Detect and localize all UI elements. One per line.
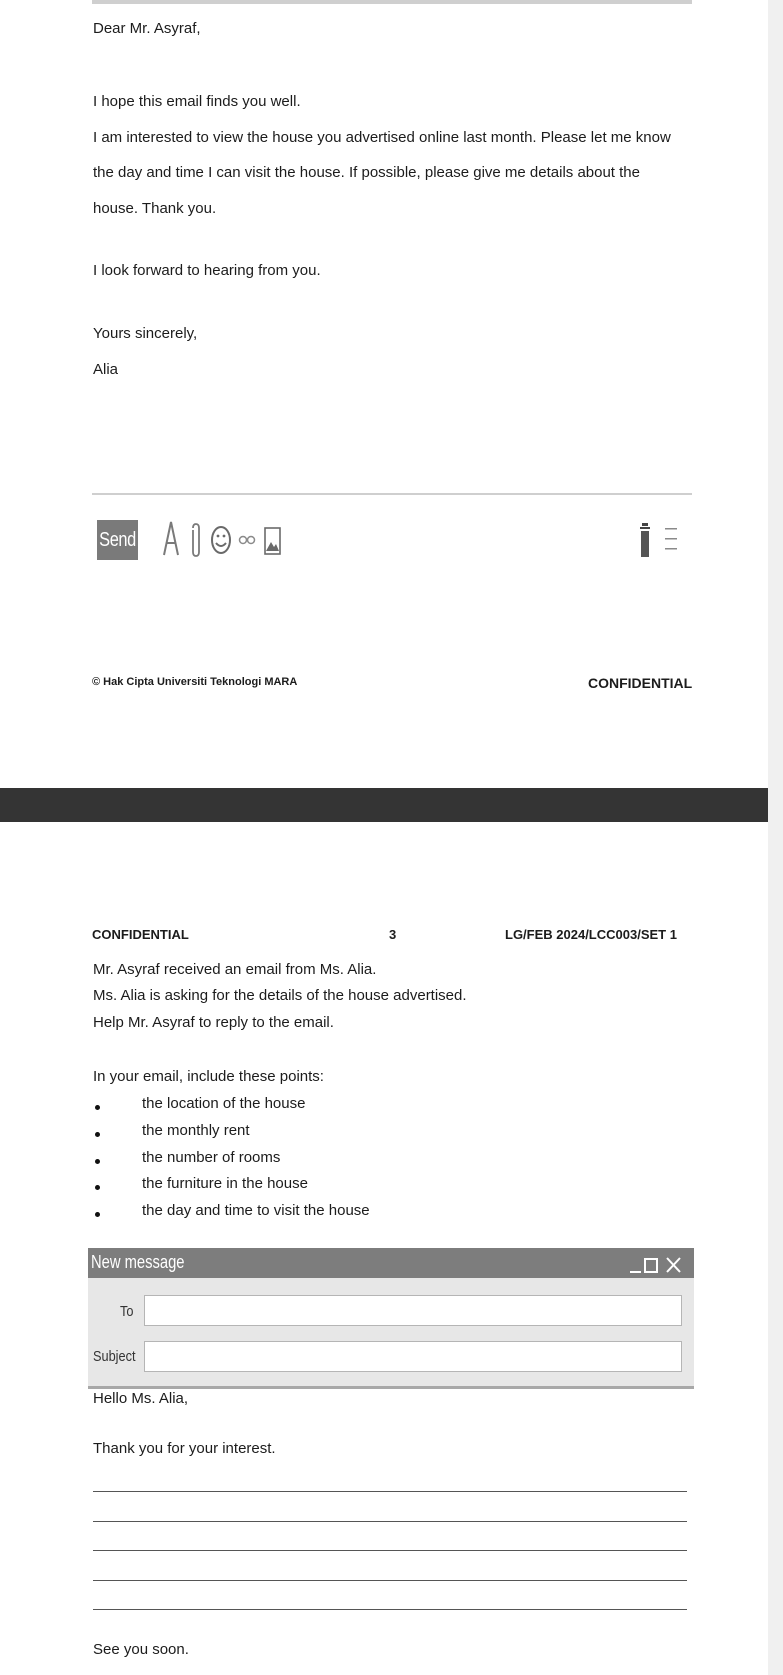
answer-line[interactable]: [93, 1609, 687, 1610]
bullet-icon: [95, 1159, 100, 1164]
to-label: To: [120, 1303, 134, 1320]
instruction-line: Ms. Alia is asking for the details of the house advertised.: [93, 987, 467, 1004]
points-intro: In your email, include these points:: [93, 1068, 324, 1085]
new-message-title-bar: [88, 1248, 694, 1278]
instruction-line: Help Mr. Asyraf to reply to the email.: [93, 1014, 334, 1031]
list-item: the furniture in the house: [142, 1175, 308, 1192]
bullet-icon: [95, 1212, 100, 1217]
image-icon[interactable]: [264, 527, 281, 555]
emoji-icon[interactable]: [210, 524, 232, 556]
subject-input[interactable]: [144, 1341, 682, 1372]
email-divider: [92, 493, 692, 495]
confidential-header: CONFIDENTIAL: [92, 927, 189, 942]
to-input[interactable]: [144, 1295, 682, 1326]
confidential-footer: CONFIDENTIAL: [588, 675, 693, 691]
reply-greeting: Hello Ms. Alia,: [93, 1390, 189, 1407]
email-line: I am interested to view the house you advertised online last month. Please let me know: [93, 129, 671, 146]
send-button[interactable]: Send: [97, 520, 138, 560]
list-item: the monthly rent: [142, 1122, 250, 1139]
page-break-band: [0, 788, 768, 822]
answer-line[interactable]: [93, 1580, 687, 1581]
link-icon[interactable]: [238, 534, 256, 546]
font-icon[interactable]: [162, 519, 180, 557]
answer-line[interactable]: [93, 1521, 687, 1522]
copyright-notice: © Hak Cipta Universiti Teknologi MARA: [92, 676, 298, 688]
email-signature: Alia: [93, 361, 119, 378]
attachment-icon[interactable]: [190, 522, 202, 558]
email-line: the day and time I can visit the house. If possible, please give me details about the: [93, 164, 640, 181]
new-message-title: New message: [91, 1252, 185, 1272]
list-item: the number of rooms: [142, 1149, 281, 1166]
subject-label: Subject: [93, 1348, 136, 1365]
new-message-divider: [88, 1386, 694, 1389]
answer-line[interactable]: [93, 1550, 687, 1551]
email-line: I hope this email finds you well.: [93, 93, 301, 110]
close-icon[interactable]: [667, 1258, 680, 1272]
trash-icon[interactable]: [639, 522, 651, 558]
email-salutation: Dear Mr. Asyraf,: [93, 20, 201, 37]
bullet-icon: [95, 1185, 100, 1190]
list-item: the location of the house: [142, 1095, 306, 1112]
email-sign-off: Yours sincerely,: [93, 325, 198, 342]
more-options-icon[interactable]: [664, 526, 678, 552]
window-controls: [628, 1256, 690, 1274]
reply-closing: See you soon.: [93, 1641, 189, 1658]
page-number: 3: [389, 927, 397, 942]
answer-line[interactable]: [93, 1491, 687, 1492]
instruction-line: Mr. Asyraf received an email from Ms. Alia.: [93, 961, 377, 978]
bullet-icon: [95, 1105, 100, 1110]
email-line: I look forward to hearing from you.: [93, 262, 321, 279]
reply-opening: Thank you for your interest.: [93, 1440, 276, 1457]
list-item: the day and time to visit the house: [142, 1202, 370, 1219]
email-top-border: [92, 0, 692, 4]
document-code: LG/FEB 2024/LCC003/SET 1: [505, 927, 677, 942]
bullet-icon: [95, 1132, 100, 1137]
page-scroll-gutter: [768, 0, 783, 1675]
minimize-icon[interactable]: [630, 1271, 641, 1273]
email-line: house. Thank you.: [93, 200, 217, 217]
maximize-icon[interactable]: [645, 1259, 657, 1272]
